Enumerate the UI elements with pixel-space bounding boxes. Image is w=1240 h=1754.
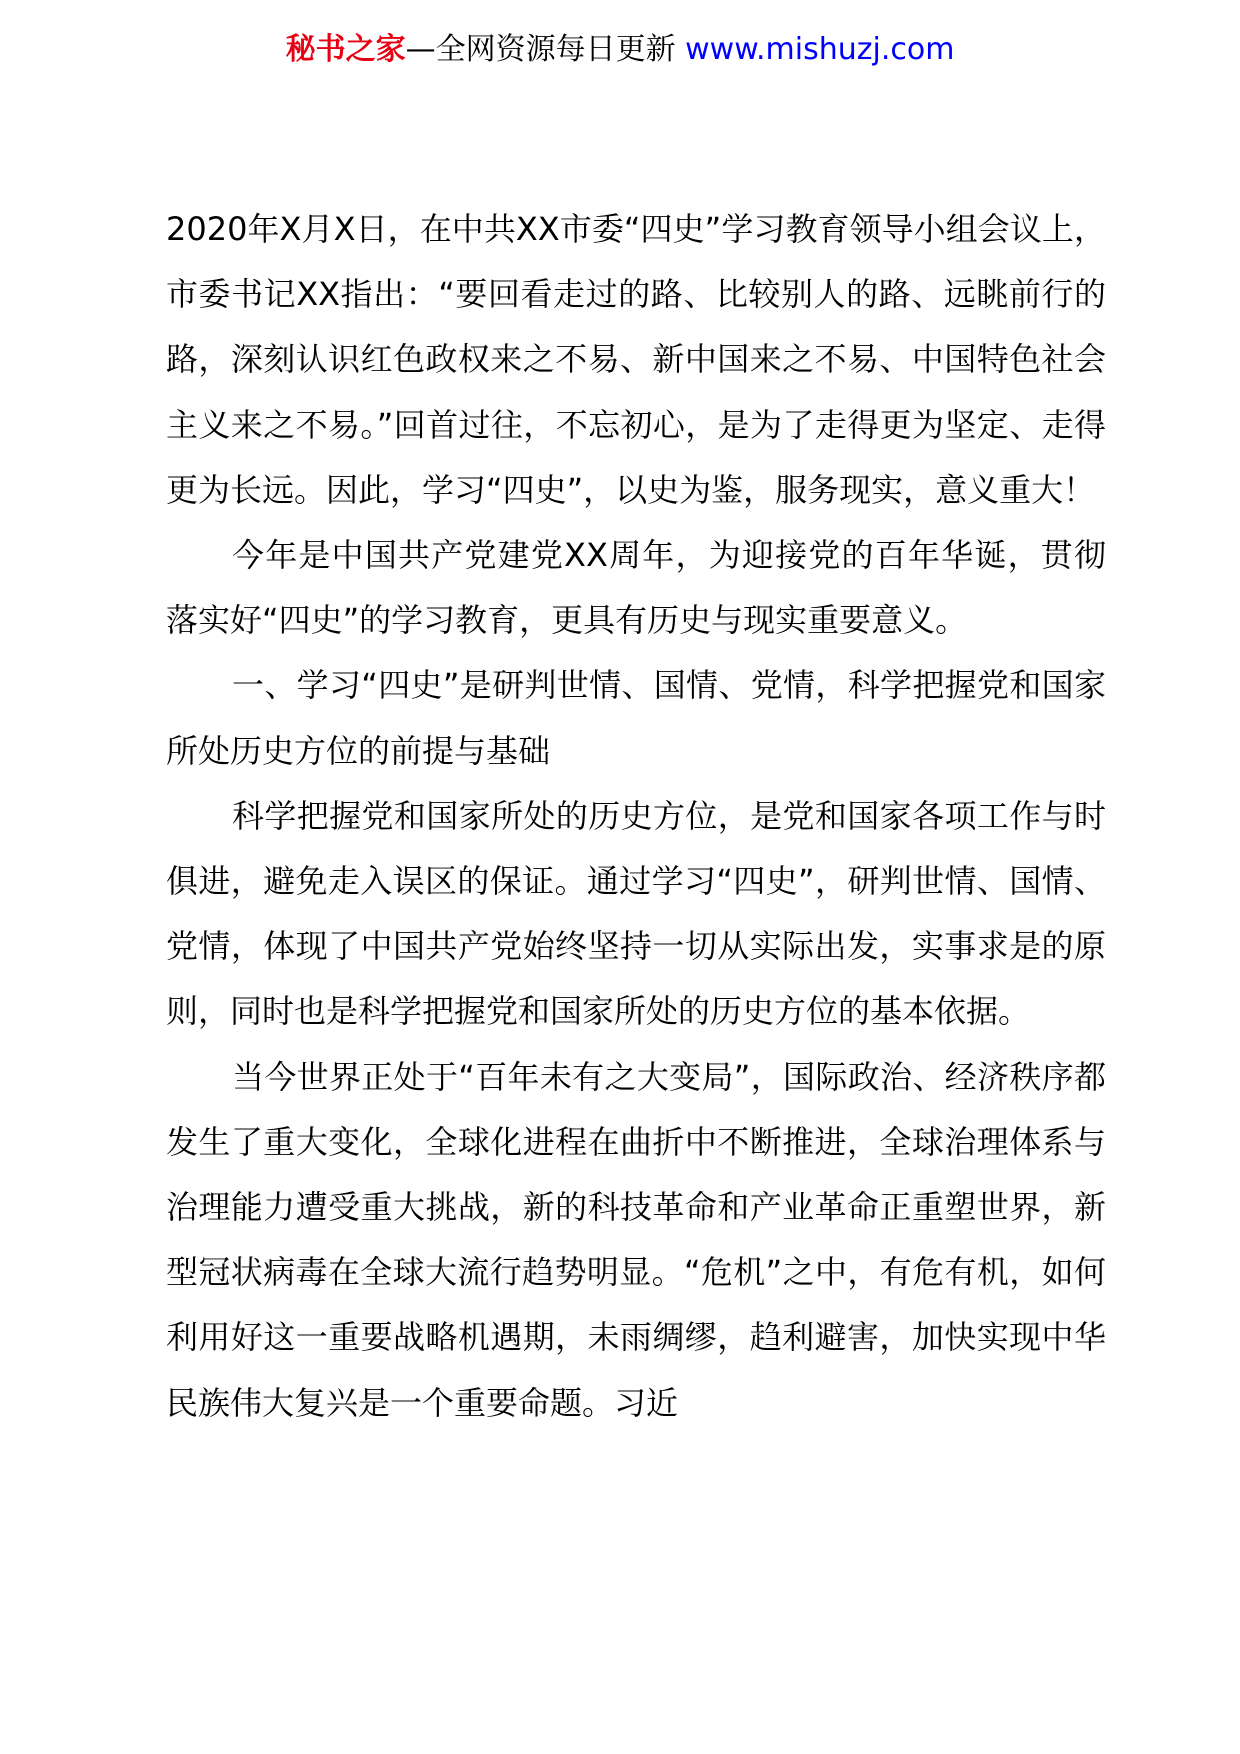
paragraph-world-situation: 当今世界正处于“百年未有之大变局”，国际政治、经济秩序都发生了重大变化，全球化进程在曲折中不断推进，全球治理体系与治理能力遭受重大挑战，新的科技革命和产业革命正重塑世界，新型冠状病毒在全球大流行趋势明显。“危机”之中，有危有机，如何利用好这一重要战略机遇期，未雨绸缪，趋利避害，加快实现中华民族伟大复兴是一个重要命题。习近 [166,1057,1106,1422]
site-url-link[interactable]: www.mishuzj.com [685,32,955,67]
paragraph-anniversary: 今年是中国共产党建党XX周年，为迎接党的百年华诞，贯彻落实好“四史”的学习教育，更具有历史与现实重要意义。 [166,536,1106,640]
paragraph-intro: 2020年X月X日，在中共XX市委“四史”学习教育领导小组会议上，市委书记XX指出：“要回看走过的路、比较别人的路、远眺前行的路，深刻认识红色政权来之不易、新中国来之不易、中国特色社会主义来之不易。”回首过往，不忘初心，是为了走得更为坚定、走得更为长远。因此，学习“四史”，以史为鉴，服务现实，意义重大！ [166,210,1106,509]
page-header [0,30,1240,70]
brand-name: 秘书之家 [285,32,406,67]
paragraph-historical-position: 科学把握党和国家所处的历史方位，是党和国家各项工作与时俱进，避免走入误区的保证。通过学习“四史”，研判世情、国情、党情，体现了中国共产党始终坚持一切从实际出发，实事求是的原则，同时也是科学把握党和国家所处的历史方位的基本依据。 [166,796,1106,1031]
header-tagline: —全网资源每日更新 [405,32,686,67]
document-body [166,197,1106,1436]
section-heading-1: 一、学习“四史”是研判世情、国情、党情，科学把握党和国家所处历史方位的前提与基础 [166,666,1106,770]
